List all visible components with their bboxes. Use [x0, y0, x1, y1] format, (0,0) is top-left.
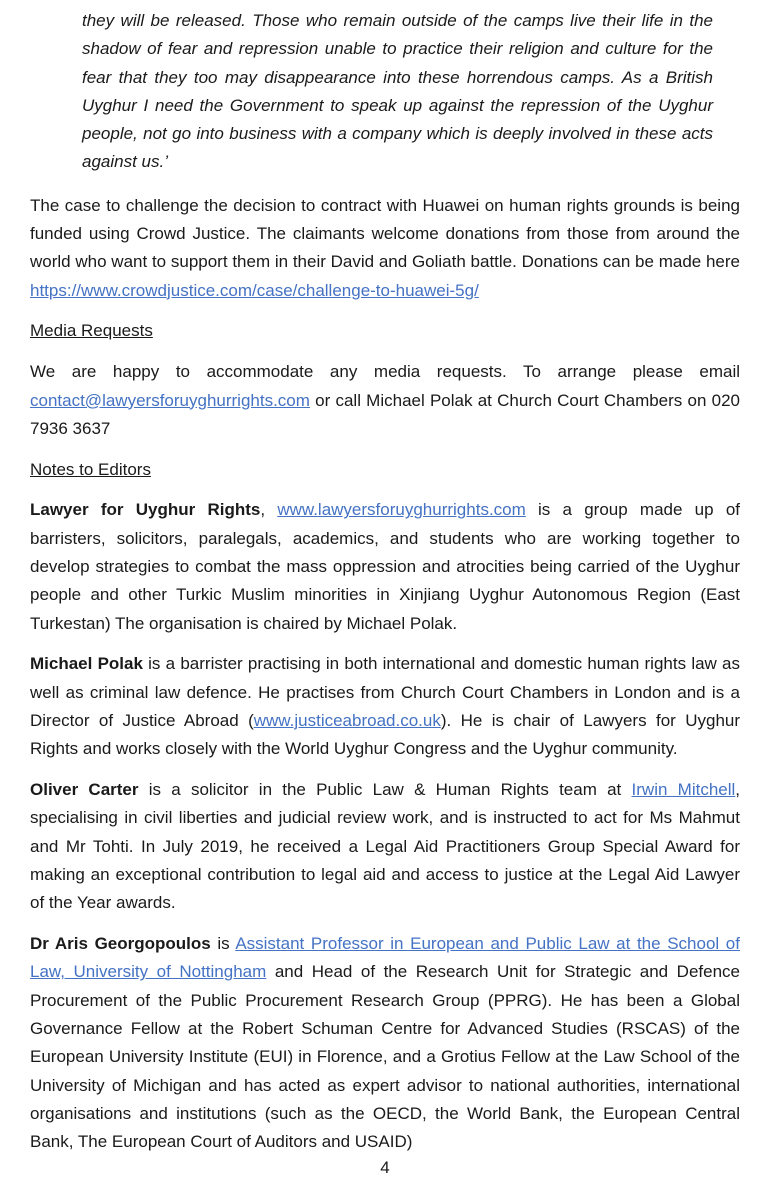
- lawyers-for-uyghur-rights-bold: Lawyer for Uyghur Rights: [30, 500, 261, 520]
- irwin-mitchell-link[interactable]: Irwin Mitchell: [631, 780, 736, 800]
- crowd-justice-paragraph: [30, 192, 740, 305]
- media-requests-heading-text: Media Requests: [30, 321, 153, 341]
- notes-to-editors-heading-text: Notes to Editors: [30, 459, 151, 479]
- contact-email-link[interactable]: contact@lawyersforuyghurrights.com: [30, 390, 310, 410]
- crowd-justice-text: The case to challenge the decision to contract with Huawei on human rights grounds is being funded using Crowd Justice. The claimants welcome donations from those from around the world who want to support them in their David and Goliath battle. Donations can be made here: [30, 195, 740, 272]
- crowdjustice-link[interactable]: https://www.crowdjustice.com/case/challenge-to-huawei-5g/: [30, 280, 479, 300]
- oliver-carter-paragraph: [30, 776, 740, 917]
- aris-georgopoulos-text-after-bold: is: [210, 934, 236, 954]
- oliver-carter-text-after-link: , specialising in civil liberties and judicial review work, and is instructed to act for Ms Mahmut and Mr Tohti. In July 2019, he received a Legal Aid Practitioners Group Special Award for making an exceptional contribution to legal aid and access to justice at the Legal Aid Lawyer of the Year awards.: [30, 780, 741, 913]
- nottingham-professor-link[interactable]: Assistant Professor in European and Public Law at the School of Law, University of Nottingham: [30, 934, 740, 982]
- quote-paragraph: [82, 7, 713, 177]
- michael-polak-bold: Michael Polak: [30, 654, 143, 674]
- aris-georgopoulos-bold: Dr Aris Georgopoulos: [30, 934, 211, 954]
- notes-to-editors-heading: [30, 456, 740, 484]
- media-requests-paragraph: [30, 358, 740, 443]
- lawyers-for-uyghur-rights-paragraph: [30, 496, 740, 637]
- justice-abroad-link[interactable]: www.justiceabroad.co.uk: [253, 711, 441, 731]
- quote-text: they will be released. Those who remain outside of the camps live their life in the shadow of fear and repression unable to practice their religion and culture for the fear that they too may disappearance into these horrendous camps. As a British Uyghur I need the Government to speak up against the repression of the Uyghur people, not go into business with a company which is deeply involved in these acts against us.’: [82, 11, 713, 172]
- media-requests-text-before: We are happy to accommodate any media requests. To arrange please email: [30, 362, 740, 382]
- michael-polak-text-after-link: ). He is chair of Lawyers for Uyghur Rights and works closely with the World Uyghur Congress and the Uyghur community.: [30, 711, 741, 759]
- michael-polak-text-after-bold: is a barrister practising in both international and domestic human rights law as well as criminal law defence. He practises from Church Court Chambers in London and is a Director of Justice Abroad (: [30, 654, 740, 731]
- aris-georgopoulos-text-after-link: and Head of the Research Unit for Strategic and Defence Procurement of the Public Procurement Research Group (PPRG). He has been a Global Governance Fellow at the Robert Schuman Centre for Advanced Studies (RSCAS) of the European University Institute (EUI) in Florence, and a Grotius Fellow at the Law School of the University of Michigan and has acted as expert advisor to national authorities, international organisations and institutions (such as the OECD, the World Bank, the European Central Bank, The European Court of Auditors and USAID): [30, 962, 740, 1152]
- media-requests-text-after: or call Michael Polak at Church Court Chambers on 020 7936 3637: [30, 390, 740, 438]
- michael-polak-paragraph: [30, 650, 740, 763]
- aris-georgopoulos-paragraph: [30, 930, 740, 1156]
- oliver-carter-bold: Oliver Carter: [30, 780, 139, 800]
- media-requests-heading: [30, 317, 740, 345]
- page-footer: [30, 1154, 740, 1182]
- lfur-text-after-link: is a group made up of barristers, solicitors, paralegals, academics, and students who are working together to develop strategies to combat the mass oppression and atrocities being carried of the Uyghur people and other Turkic Muslim minorities in Xinjiang Uyghur Autonomous Region (East Turkestan) The organisation is chaired by Michael Polak.: [30, 500, 740, 633]
- lfur-website-link[interactable]: www.lawyersforuyghurrights.com: [277, 500, 526, 520]
- oliver-carter-text-after-bold: is a solicitor in the Public Law & Human Rights team at: [138, 780, 632, 800]
- page-number: 4: [380, 1158, 390, 1177]
- lfur-text-after-bold: ,: [260, 500, 278, 520]
